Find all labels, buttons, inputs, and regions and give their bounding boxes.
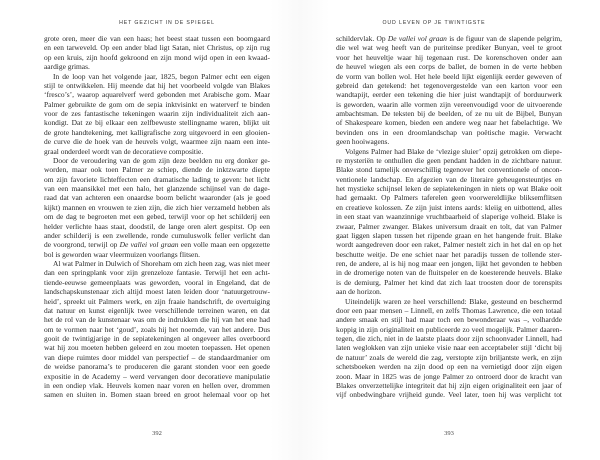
text-line: of Shakespeare komen, bieden een andere weg naar het fabelachtige. We (336, 118, 562, 128)
text-line: de voorgrond, terwijl op De vallei vol graan een volle maan een opgezette (44, 240, 270, 250)
text-line: kondigt. Dat ze bij elkaar een zelfbewuste stellingname waren, blijkt uit (44, 118, 270, 128)
text-line: Volgens Palmer had Blake de ‘vlezige sluier’ opzij getrokken om diepe- (345, 146, 562, 156)
text-line: om te vormen naar het ‘goud’, zoals hij het noemde, van het andere. Dus (44, 324, 270, 334)
text-line: gaat liggen slapen tussen het rijpende graan en het hangende fruit. Blake (336, 230, 562, 240)
body-text-right (336, 34, 562, 400)
text-line: landschapskunstenaar zich altijd moest laten leiden door ‘natuurgetrouw- (44, 287, 270, 297)
page-number-left: 392 (152, 430, 162, 437)
text-line: graal onderdeel wordt van de decoratieve compositie. (44, 146, 204, 156)
text-line: in de dromerige noten van de fluitspeler en de koesterende heuvels. Blake (336, 268, 562, 278)
body-text-left (44, 34, 270, 400)
text-line: bol is geworden waar vleermuizen voorlangs flitsen. (44, 249, 200, 259)
text-line: heid’, spreekt uit Palmers werk, en zijn fraaie handschrift, de overtuiging (44, 296, 270, 306)
italic-title: De vallei vol graan (119, 240, 179, 250)
text-line: had gemaakt. Op Palmers taferelen geen voorwereldlijke bliksemflitsen (336, 193, 562, 203)
page-number-right: 393 (444, 430, 454, 437)
text-line: aardige grimas. (44, 62, 90, 72)
text-line: zwaar, Palmer zwanger. Blakes universum draait en tolt, dat van Palmer (336, 221, 562, 231)
text-line: van een maansikkel met een halo, het glanzende schijnsel van de dage- (44, 184, 270, 193)
text-line: Palmer gebruikte de gom om de sepia inktvisinkt en waterverf te binden (44, 99, 270, 109)
text-line: om zijn favoriete lichteffecten een dramatische lading te geven: het licht (44, 174, 270, 184)
text-line: expositie in de Academy – werd vervangen door decoratieve manipulatie (44, 371, 270, 381)
text-line: helder verlichte haas staat, doodstil, de lange oren alert gespitst. Op een (44, 221, 270, 231)
text-line: samen en sluiten in. Bomen staan breed en groot helemaal voor op het (44, 390, 270, 400)
running-head-left: HET GEZICHT IN DE SPIEGEL (119, 20, 215, 26)
text-line: Al wat Palmer in Dulwich of Shoreham om zich heen zag, was niet meer (53, 259, 270, 268)
text-line: schildervlak. Op De vallei vol graan is de figuur van de slapende pelgrim, (336, 34, 562, 43)
text-line: voor het heuveltje waar hij tegenaan rust. De korenschoven onder aan (336, 52, 562, 62)
text-line: het de rol van de kunstenaar was om de indrukken die hij van het ene had (44, 315, 270, 325)
text-line: grote oren, meer die van een haas; het beest staat tussen een boomgaard (44, 34, 270, 43)
text-line: ren, de andere, al is hij nog maar een jongen, lijkt het gevonden te hebben (336, 259, 562, 268)
text-line: koppig in zijn originaliteit en publiceerde zo veel mogelijk. Palmer daaren- (336, 324, 562, 334)
text-line: andere smaak en stijl had maar toch een bewonderaar was –, volhardde (336, 315, 562, 325)
text-line: vijf onbedwingbare vrijheid gunde. Veel later, toen hij was verplicht tot (336, 390, 562, 400)
text-line: van diepe ruimtes door middel van perspectief – de standaardmanier om (44, 352, 270, 362)
text-line: aan de horizon. (336, 287, 382, 297)
text-line: op een kruis, zijn hoofd gekroond en zijn mond wijd open in een kwaad- (44, 52, 270, 62)
text-line: worden, maar ook toen Palmer ze schiep, diende de inktzwarte diepte (44, 165, 270, 175)
text-line: ander schilderij is een zwellende, ronde cumuluswolk feller verlicht dan (44, 230, 270, 240)
text-line: schetsboeken werden na zijn dood op een na vernietigd door zijn eigen (336, 362, 562, 372)
text-line: de grote handtekening, met kalligrafische zorg uitgevoerd in een glooien- (44, 127, 270, 137)
text-line: gebreid dan getekend: het tegenovergestelde van een karton voor een (336, 80, 562, 90)
text-line: kijkt) mannen en vrouwen te zien zijn, die zich hier verzameld hebben als (44, 202, 270, 212)
text-line: het mystieke schijnsel leken de sepiatekeningen in niets op wat Blake ooit (336, 184, 562, 193)
text-line: stijl te ontwikkelen. Hij meende dat hij het voorbeeld volgde van Blakes (44, 80, 270, 90)
text-line: re mysteriën te onthullen die geen pendant hadden in de zichtbare natuur. (336, 155, 562, 165)
text-line: tiende-eeuwse gemeenplaats was geworden, vooral in Engeland, dat de (44, 277, 270, 287)
text-line: tegen, die zich, niet in de laatste plaats door zijn schoonvader Linnell, had (336, 334, 562, 343)
text-line: geen hooiwagens. (336, 137, 390, 147)
right-page (300, 0, 600, 460)
text-line: bevinden ons in een droomlandschap van poëtische magie. Verwacht (336, 127, 562, 137)
text-line: door een paar mensen – Linnell, en zelfs Thomas Lawrence, die een totaal (336, 305, 562, 315)
text-line: zoon. Maar in 1825 was de jonge Palmer zo ontroerd door de kracht van (336, 371, 562, 381)
text-line: ambachtsman. De teksten bij de beelden, of ze nu uit de Bijbel, Bunyan (336, 109, 562, 118)
text-line: In de loop van het volgende jaar, 1825, begon Palmer echt een eigen (53, 71, 270, 81)
text-line: wat hij zou moeten hebben geleerd en zou moeten toepassen. Het openen (44, 343, 270, 353)
text-line: is geworden, waarin alle vormen zijn vereenvoudigd voor de uitvoerende (336, 99, 562, 109)
text-line: dat natuur en kunst eigenlijk twee verschillende terreinen waren, en dat (44, 305, 270, 315)
text-line: is de demiurg, Palmer het kind dat zich laat troosten door de torenspits (336, 277, 562, 287)
text-line: die wel wat weg heeft van de puriteinse prediker Bunyan, veel te groot (336, 43, 562, 53)
text-line: en een tarweveld. Op een ander blad ligt Satan, niet Christus, op zijn rug (44, 43, 270, 53)
text-line: voor de zes fantastische tekeningen waarin zijn individualiteit zich aan- (44, 109, 270, 118)
text-line: beschutte weitje. De ene schiet naar het paradijs tussen de tollende ster- (336, 249, 562, 259)
text-line: wandtapijt, eerder een tekening die hier juist wandtapijt of borduurwerk (336, 90, 562, 100)
text-line: Uiteindelijk waren ze heel verschillend: Blake, gesteund en beschermd (345, 296, 562, 306)
text-line: ventionele landschap. En afgezien van de literaire geheugensteuntjes en (336, 174, 562, 184)
text-line: in een staat van waanzinnige vruchtbaarheid of slaperige volheid. Blake is (336, 212, 562, 222)
text-line: raad dat van achteren een onaardse boom belicht waaronder (als je goed (44, 193, 270, 203)
text-line: wordt aangedreven door een raket, Palmer nestelt zich in het dal en op het (336, 240, 562, 250)
text-line: en creatieve kolossen. Ze zijn juist intens aards: kleiig en uitbottend, alles (336, 202, 562, 212)
text-line: de natuur’ zoals de wereld die zag, verstopte zijn briljantste werk, en zijn (336, 352, 562, 362)
text-line: om de dag te begroeten met een gebed, terwijl voor op het schilderij een (44, 212, 270, 222)
text-line: Door de veroudering van de gom zijn deze beelden nu erg donker ge- (53, 155, 270, 165)
italic-title: De vallei vol graan (387, 34, 447, 43)
text-line: Blake stond tamelijk onverschillig tegenover het conventionele of oncon- (336, 165, 562, 175)
text-line: de curve die de hoek van de heuvels volgt, waarmee zijn naam een inte- (44, 137, 270, 147)
text-line: laten weglokken van zijn unieke visie naar een acceptabeler stijl ‘dicht bij (336, 343, 562, 353)
text-line: Blakes onverzettelijke integriteit dat hij zijn eigen originaliteit een jaar of (336, 380, 562, 390)
text-line: de weidse panorama’s te produceren die garant stonden voor een goede (44, 362, 270, 372)
text-line: in een ondiep vlak. Heuvels komen naar voren en hellen over, drommen (44, 380, 270, 390)
running-head-right: OUD LEVEN OP JE TWINTIGSTE (382, 20, 486, 26)
text-line: dan een springplank voor zijn grenzeloze fantasie. Terwijl het een acht- (44, 268, 270, 278)
text-line: de vorm van bollen wol. Het hele beeld lijkt eigenlijk eerder geweven of (336, 71, 562, 81)
text-line: ‘fresco’s’, waarop aquarelverf werd gebonden met Arabische gom. Maar (44, 90, 270, 100)
text-line: de heuvel wiegen als een corps de ballet, de bomen in de verte hebben (336, 62, 562, 72)
text-line: gooit de twintigjarige in de sepiatekeningen al ongeveer alles overboord (44, 334, 270, 343)
